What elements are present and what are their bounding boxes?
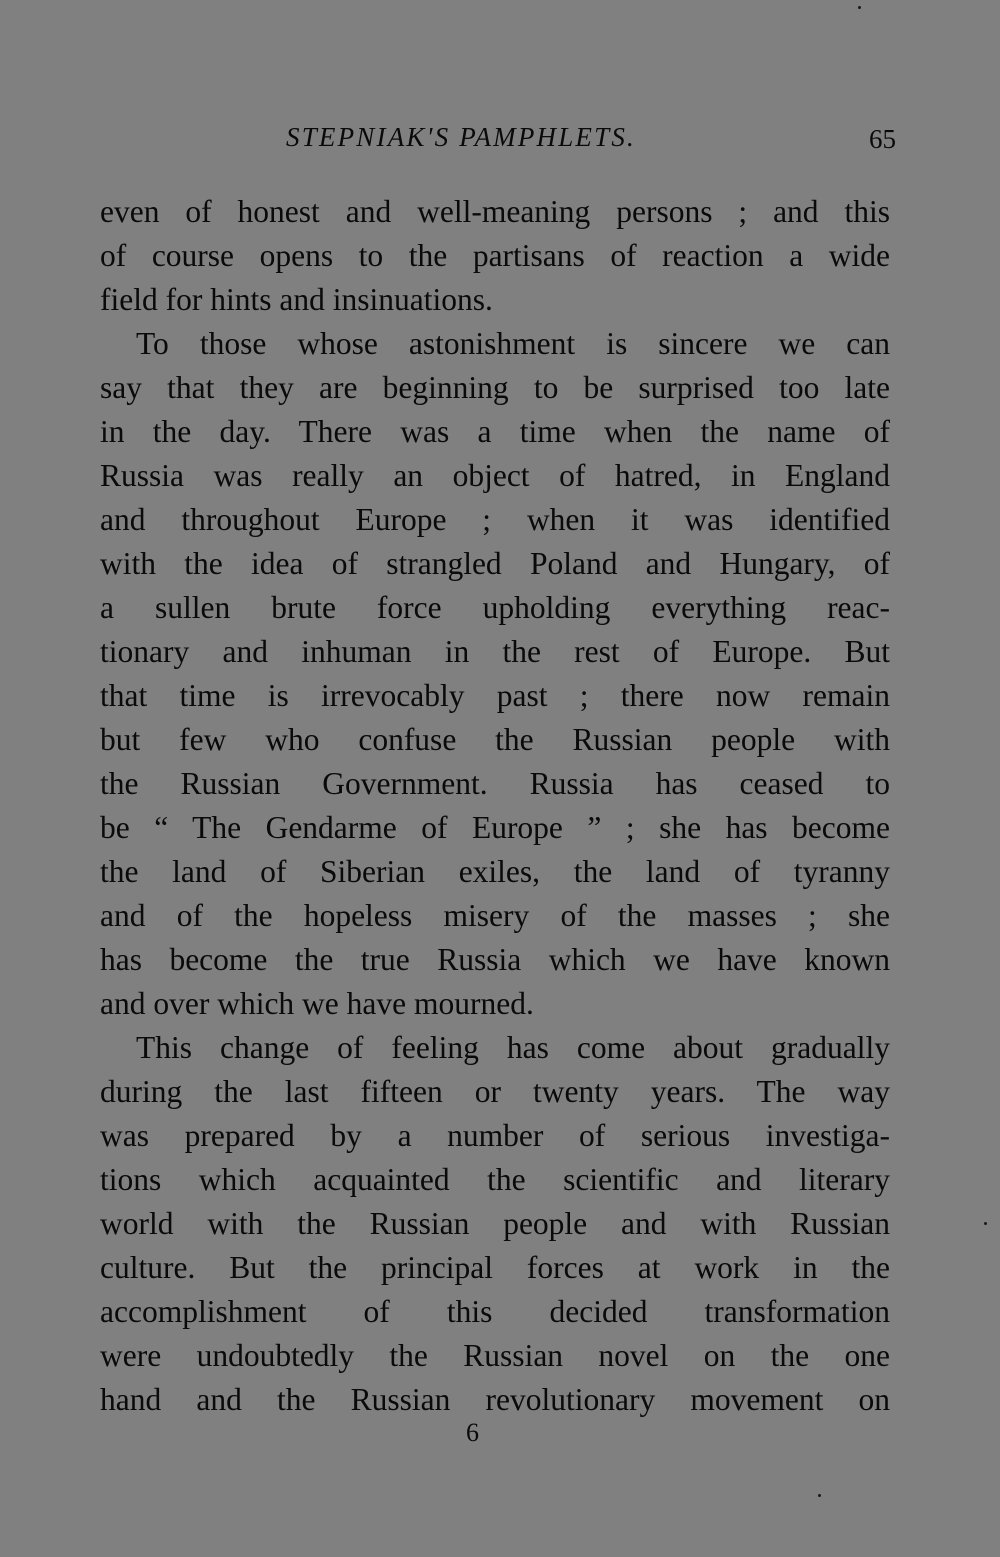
signature-mark: 6 <box>466 1418 479 1447</box>
text-line: field for hints and insinuations. <box>100 282 493 317</box>
text-line: that time is irrevocably past ; there now remain <box>100 678 890 713</box>
body-text <box>100 190 890 1422</box>
scan-speck <box>818 1494 821 1497</box>
text-line: say that they are beginning to be surprised too late <box>100 370 890 405</box>
running-head <box>100 122 900 166</box>
text-line: tions which acquainted the scientific and literary <box>100 1162 890 1197</box>
text-line: even of honest and well-meaning persons ; and this <box>100 194 890 229</box>
text-line: and of the hopeless misery of the masses ; she <box>100 898 890 933</box>
text-line: and throughout Europe ; when it was identified <box>100 502 890 537</box>
text-line: a sullen brute force upholding everything reac- <box>100 590 890 625</box>
text-line: with the idea of strangled Poland and Hungary, of <box>100 546 890 581</box>
text-line: accomplishment of this decided transformation <box>100 1294 890 1329</box>
paragraph-1 <box>100 190 890 322</box>
text-line: of course opens to the partisans of reaction a wide <box>100 238 890 273</box>
text-line: hand and the Russian revolutionary movement on <box>100 1382 890 1417</box>
text-line: be “ The Gendarme of Europe ” ; she has become <box>100 810 890 845</box>
text-line: and over which we have mourned. <box>100 986 534 1021</box>
text-line: the Russian Government. Russia has ceased to <box>100 766 890 801</box>
text-line: This change of feeling has come about gradually <box>136 1030 890 1065</box>
paragraph-2 <box>100 322 890 1026</box>
text-line: Russia was really an object of hatred, in England <box>100 458 890 493</box>
scan-speck <box>984 1222 987 1225</box>
running-title: STEPNIAK'S PAMPHLETS. <box>286 122 636 152</box>
text-line: in the day. There was a time when the name of <box>100 414 890 449</box>
paragraph-3 <box>100 1026 890 1422</box>
text-line: To those whose astonishment is sincere we can <box>136 326 890 361</box>
text-line: has become the true Russia which we have known <box>100 942 890 977</box>
text-line: the land of Siberian exiles, the land of tyranny <box>100 854 890 889</box>
text-line: was prepared by a number of serious investiga- <box>100 1118 890 1153</box>
page-number: 65 <box>869 124 896 154</box>
text-line: but few who confuse the Russian people with <box>100 722 890 757</box>
text-line: culture. But the principal forces at work in the <box>100 1250 890 1285</box>
text-line: were undoubtedly the Russian novel on the one <box>100 1338 890 1373</box>
scan-speck <box>858 6 861 9</box>
text-line: world with the Russian people and with Russian <box>100 1206 890 1241</box>
text-line: during the last fifteen or twenty years. The way <box>100 1074 890 1109</box>
text-line: tionary and inhuman in the rest of Europe. But <box>100 634 890 669</box>
